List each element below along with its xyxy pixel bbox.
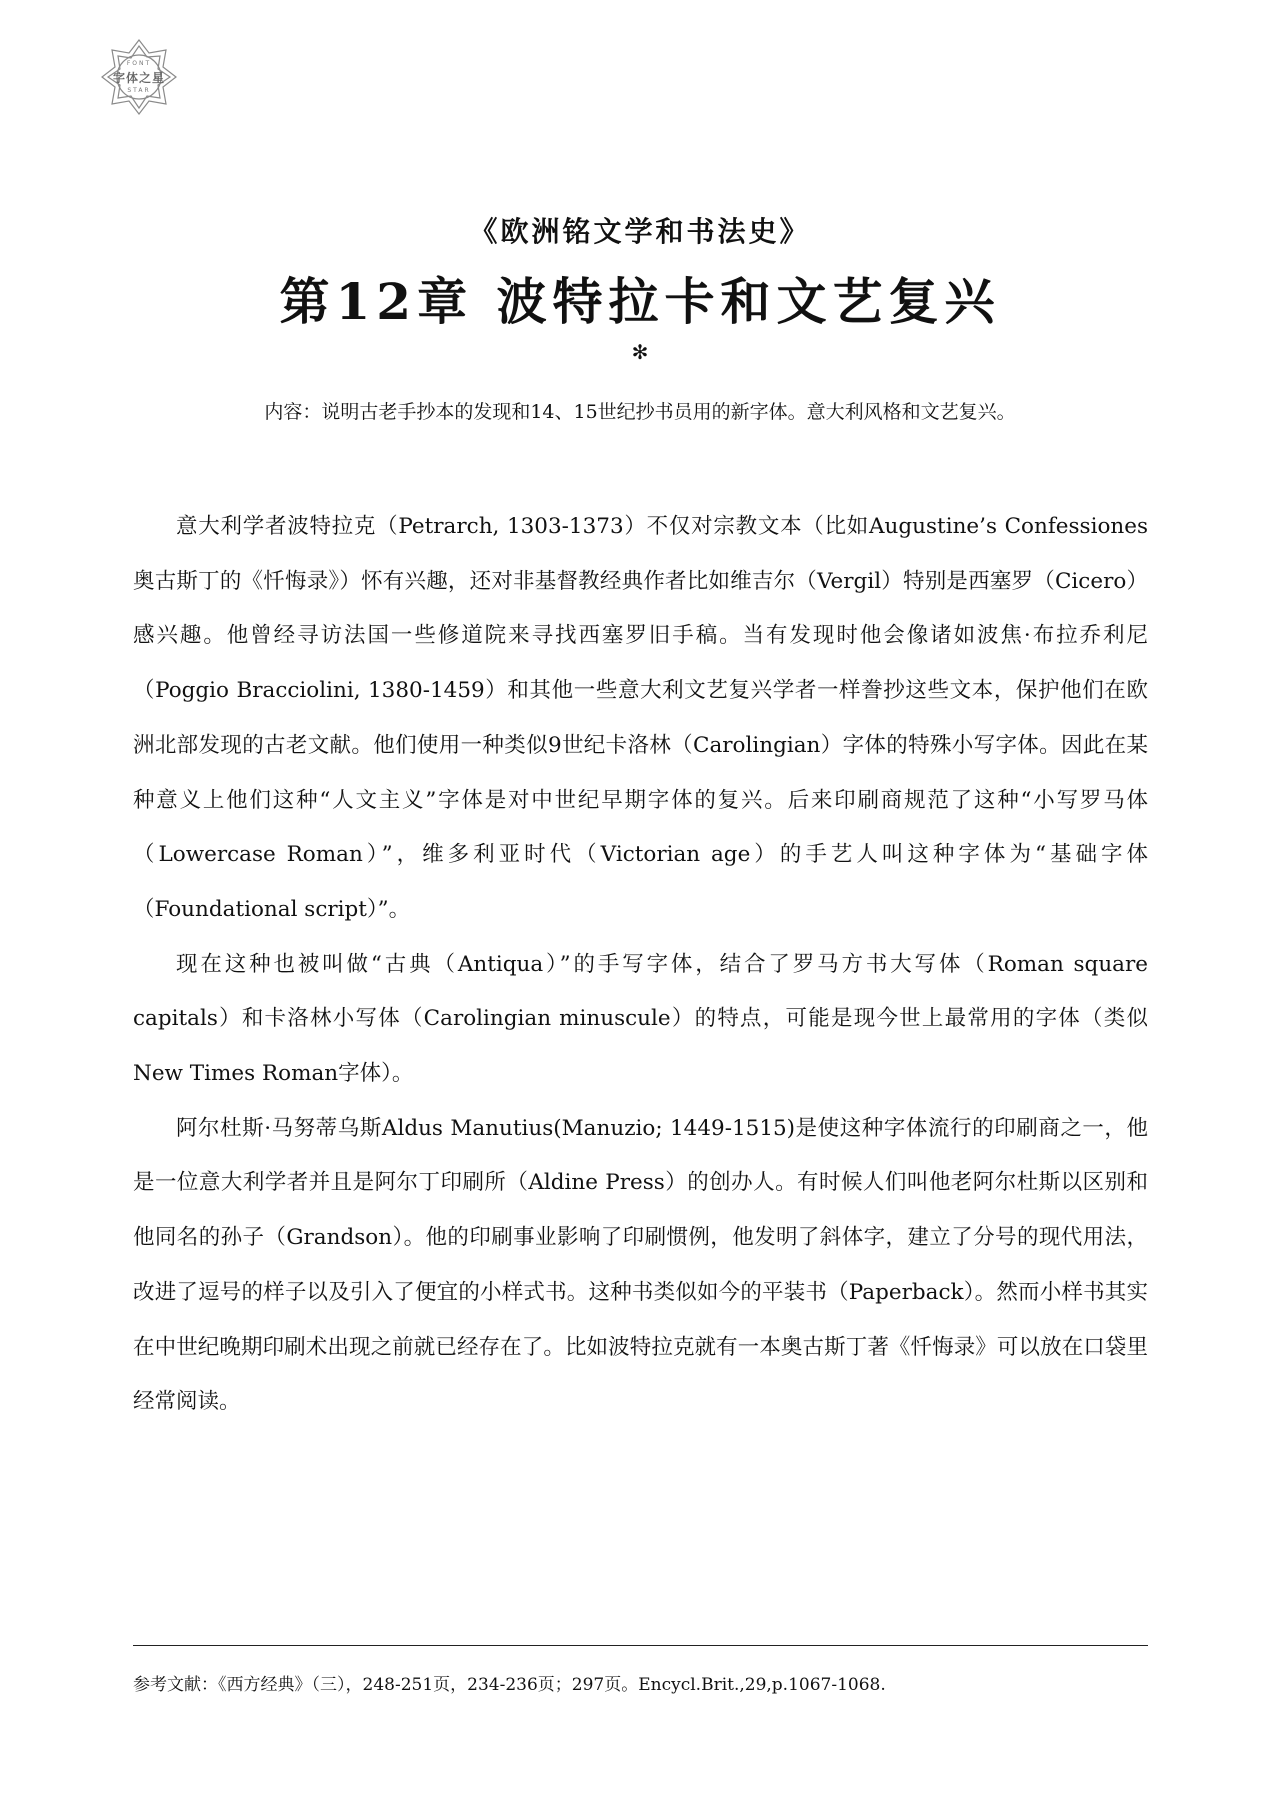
- references: 参考文献：《西方经典》（三），248-251页，234-236页；297页。Encycl.Brit.,29,p.1067-1068.: [133, 1675, 886, 1695]
- chapter-body: [133, 500, 1148, 1430]
- logo-top-text: FONT: [126, 60, 152, 67]
- paragraph: 现在这种也被叫做“古典（Antiqua）”的手写字体，结合了罗马方书大写体（Roman square capitals）和卡洛林小写体（Carolingian minuscule）的特点，可能是现今世上最常用的字体（类似New Times Roman字体）。: [133, 951, 1148, 1087]
- book-title: 《欧洲铭文学和书法史》: [469, 215, 811, 248]
- paragraph: 阿尔杜斯·马努蒂乌斯Aldus Manutius(Manuzio; 1449-1515)是使这种字体流行的印刷商之一，他是一位意大利学者并且是阿尔丁印刷所（Aldine Press）的创办人。有时候人们叫他老阿尔杜斯以区别和他同名的孙子（Grandson）。他的印刷事业影响了印刷惯例，他发明了斜体字，建立了分号的现代用法，改进了逗号的样子以及引入了便宜的小样式书。这种书类似如今的平装书（Paperback）。然而小样书其实在中世纪晚期印刷术出现之前就已经存在了。比如波特拉克就有一本奥古斯丁著《忏悔录》可以放在口袋里经常阅读。: [133, 1115, 1148, 1415]
- font-star-logo: [100, 38, 178, 116]
- chapter-summary: 内容：说明古老手抄本的发现和14、15世纪抄书员用的新字体。意大利风格和文艺复兴。: [264, 401, 1016, 423]
- logo-bottom-text: STAR: [127, 87, 151, 94]
- chapter-title: 第12章 波特拉卡和文艺复兴: [279, 272, 1001, 331]
- footnote-divider: [133, 1645, 1148, 1646]
- logo-main-text: 字体之星: [112, 71, 165, 85]
- ornament-star: ✻: [631, 340, 649, 364]
- paragraph: 意大利学者波特拉克（Petrarch, 1303-1373）不仅对宗教文本（比如Augustine’s Confessiones奥古斯丁的《忏悔录》）怀有兴趣，还对非基督教经典作者比如维吉尔（Vergil）特别是西塞罗（Cicero）感兴趣。他曾经寻访法国一些修道院来寻找西塞罗旧手稿。当有发现时他会像诸如波焦·布拉乔利尼（Poggio Bracciolini, 1380-1459）和其他一些意大利文艺复兴学者一样誊抄这些文本，保护他们在欧洲北部发现的古老文献。他们使用一种类似9世纪卡洛林（Carolingian）字体的特殊小写字体。因此在某种意义上他们这种“人文主义”字体是对中世纪早期字体的复兴。后来印刷商规范了这种“小写罗马体（Lowercase Roman）”，维多利亚时代（Victorian age）的手艺人叫这种字体为“基础字体（Foundational script）”。: [133, 514, 1148, 922]
